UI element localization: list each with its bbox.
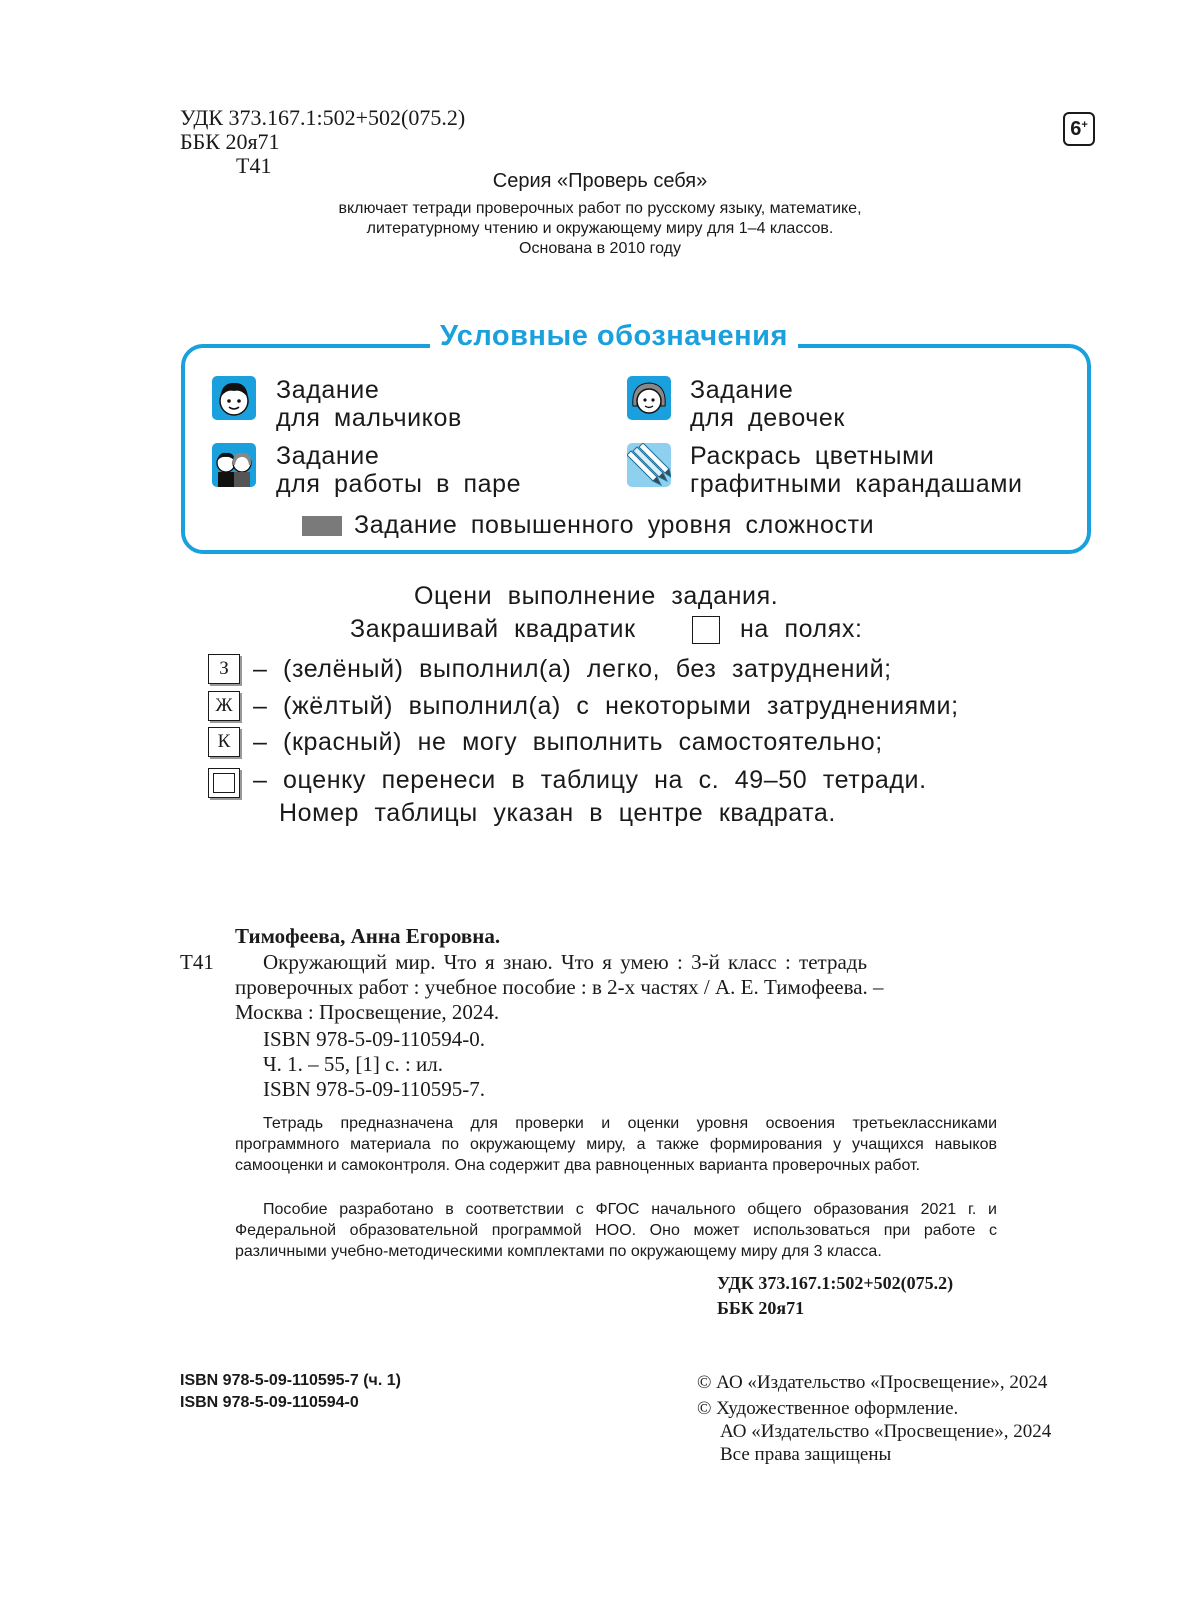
series-desc-line-1: включает тетради проверочных работ по русскому языку, математике,: [338, 200, 862, 217]
pencils-icon: [627, 443, 671, 487]
bib-isbn-set: ISBN 978-5-09-110594-0.: [263, 1027, 486, 1051]
transfer-line-1: – оценку перенеси в таблицу на с. 49–50 тетради.: [253, 766, 927, 794]
transfer-line-2: Номер таблицы указан в центре квадрата.: [279, 799, 836, 827]
series-title: Серия «Проверь себя»: [492, 170, 708, 192]
series-desc-line-3: Основана в 2010 году: [519, 240, 681, 257]
annotation-para-2: Пособие разработано в соответствии с ФГОС начального общего образования 2021 г. и Федеральной образовательной программой НОО. Оно может использоваться при работе с различными учебно-методическими комплектами по окружающему миру для 3 класса.: [235, 1201, 997, 1260]
bbk-code: ББК 20я71: [180, 129, 280, 154]
legend-hard-task: Задание повышенного уровня сложности: [354, 511, 875, 539]
author-mark: Т41: [236, 153, 272, 178]
legend-pencils-line-2: графитными карандашами: [690, 470, 1023, 498]
bib-line-1: Окружающий мир. Что я знаю. Что я умею : 3-й класс : тетрадь: [263, 950, 868, 974]
bib-line-2: проверочных работ : учебное пособие : в 2-х частях / А. Е. Тимофеева. –: [235, 975, 884, 999]
girl-face-icon: [627, 376, 671, 420]
grade-letter-box: К: [208, 727, 240, 757]
boy-face-icon: [212, 376, 256, 420]
legend-title: Условные обозначения: [430, 320, 798, 353]
grade-row-text: – (зелёный) выполнил(а) легко, без затруднений;: [253, 655, 892, 683]
series-desc-line-2: литературному чтению и окружающему миру для 1–4 классов.: [366, 220, 834, 237]
bib-isbn-part: ISBN 978-5-09-110595-7.: [263, 1077, 486, 1101]
table-number-box: [208, 768, 240, 798]
grade-letter-box: З: [208, 654, 240, 684]
grading-title: Оцени выполнение задания.: [414, 582, 779, 610]
legend-pair-line-2: для работы в паре: [276, 470, 522, 498]
grade-letter-box: Ж: [208, 691, 240, 721]
bib-bbk: ББК 20я71: [717, 1298, 805, 1318]
legend-boys-line-1: Задание: [276, 376, 380, 404]
pair-kids-icon: [212, 443, 256, 487]
bib-line-3: Москва : Просвещение, 2024.: [235, 1000, 500, 1024]
footer-isbn-1: ISBN 978-5-09-110595-7 (ч. 1): [180, 1372, 401, 1389]
grading-instruction-before: Закрашивай квадратик: [350, 615, 636, 643]
copyright-line-1: © АО «Издательство «Просвещение», 2024: [697, 1372, 1048, 1393]
legend-pair-line-1: Задание: [276, 442, 380, 470]
footer-isbn-2: ISBN 978-5-09-110594-0: [180, 1394, 359, 1411]
copyright-line-4: Все права защищены: [720, 1444, 892, 1465]
grade-row-text: – (красный) не могу выполнить самостоятельно;: [253, 728, 883, 756]
hard-task-marker: [302, 516, 342, 536]
legend-boys-line-2: для мальчиков: [276, 404, 462, 432]
bib-author: Тимофеева, Анна Егоровна.: [235, 924, 501, 948]
bib-mark: Т41: [180, 950, 214, 974]
age-rating-badge: 6+: [1063, 112, 1095, 146]
grading-instruction-after: на полях:: [740, 615, 863, 643]
bib-part: Ч. 1. – 55, [1] с. : ил.: [263, 1052, 444, 1076]
udk-code: УДК 373.167.1:502+502(075.2): [180, 105, 466, 130]
bib-udk: УДК 373.167.1:502+502(075.2): [717, 1273, 954, 1293]
legend-pencils-line-1: Раскрась цветными: [690, 442, 935, 470]
sample-square: [692, 616, 720, 644]
copyright-line-2: © Художественное оформление.: [697, 1398, 959, 1419]
legend-girls-line-1: Задание: [690, 376, 794, 404]
copyright-line-3: АО «Издательство «Просвещение», 2024: [720, 1421, 1052, 1442]
legend-girls-line-2: для девочек: [690, 404, 845, 432]
annotation-para-1: Тетрадь предназначена для проверки и оценки уровня освоения третьеклассниками программного материала по окружающему миру, а также формирования у учащихся навыков самооценки и самоконтроля. Она содержит два равноценных варианта проверочных работ.: [235, 1115, 997, 1174]
grade-row-text: – (жёлтый) выполнил(а) с некоторыми затруднениями;: [253, 692, 959, 720]
